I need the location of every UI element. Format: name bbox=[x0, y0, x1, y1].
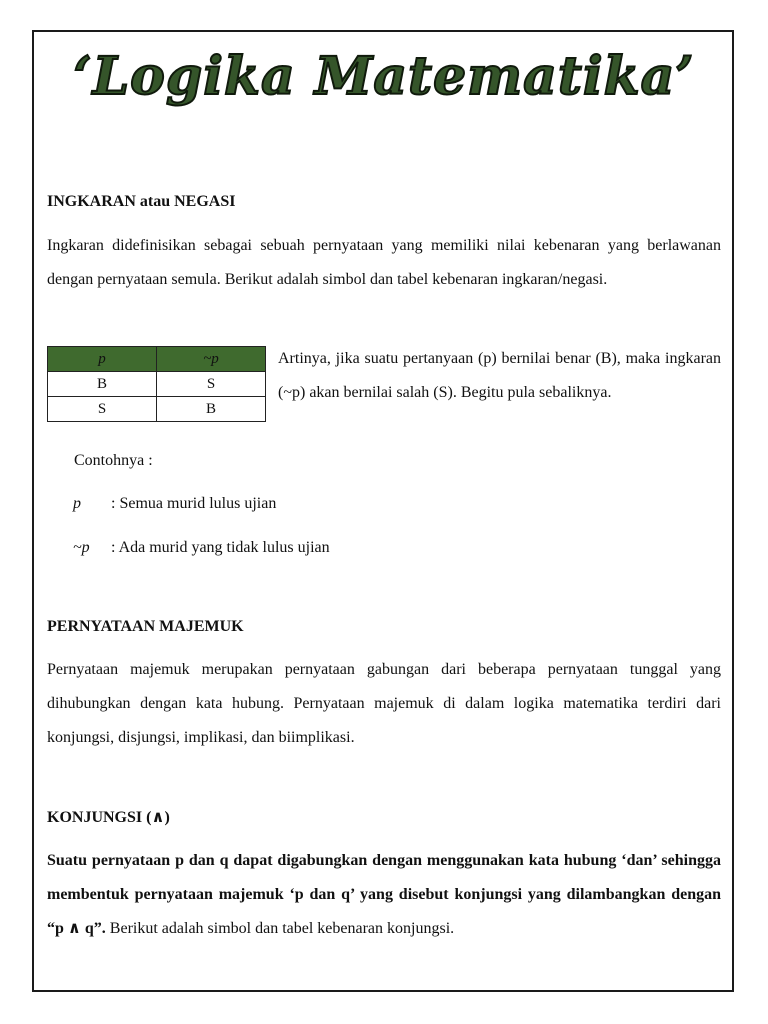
paragraph-konjungsi bbox=[47, 844, 721, 946]
paragraph-majemuk: Pernyataan majemuk merupakan pernyataan gabungan dari beberapa pernyataan tunggal yang dihubungkan dengan kata hubung. Pernyataan majemuk di dalam logika matematika terdiri dari konjungsi, disjungsi, implikasi, dan biimplikasi. bbox=[47, 661, 721, 746]
table-cell: B bbox=[157, 397, 266, 422]
table-cell: S bbox=[157, 372, 266, 397]
table-header-not-p: ~p bbox=[157, 347, 266, 372]
negasi-truth-table bbox=[47, 346, 266, 422]
example-item bbox=[73, 495, 473, 515]
heading-konjungsi: KONJUNGSI (∧) bbox=[47, 809, 170, 826]
table-header-p: p bbox=[48, 347, 157, 372]
example-text: : Ada murid yang tidak lulus ujian bbox=[111, 539, 330, 556]
heading-majemuk: PERNYATAAN MAJEMUK bbox=[47, 618, 244, 635]
paragraph-negasi: Ingkaran didefinisikan sebagai sebuah pernyataan yang memiliki nilai kebenaran yang berlawanan dengan pernyataan semula. Berikut adalah simbol dan tabel kebenaran ingkaran/negasi. bbox=[47, 237, 721, 288]
negasi-explanation: Artinya, jika suatu pertanyaan (p) bernilai benar (B), maka ingkaran (~p) akan bernilai salah (S). Begitu pula sebaliknya. bbox=[278, 350, 721, 401]
table-row bbox=[48, 372, 266, 397]
page-title: ‘Logika Matematika’ bbox=[73, 46, 695, 107]
table-cell: B bbox=[48, 372, 157, 397]
paragraph-konjungsi-bold: Suatu pernyataan p dan q dapat digabungkan dengan menggunakan kata hubung ‘dan’ sehingga membentuk pernyataan majemuk ‘p dan q’ yang disebut konjungsi yang dilambangkan dengan “p ∧ q”. bbox=[47, 852, 721, 937]
table-header-row bbox=[48, 347, 266, 372]
example-label: Contohnya : bbox=[74, 452, 153, 469]
table-row bbox=[48, 397, 266, 422]
example-symbol: ~p bbox=[73, 539, 90, 556]
heading-negasi: INGKARAN atau NEGASI bbox=[47, 193, 236, 210]
paragraph-konjungsi-normal: Berikut adalah simbol dan tabel kebenaran konjungsi. bbox=[105, 920, 455, 937]
table-cell: S bbox=[48, 397, 157, 422]
example-text: : Semua murid lulus ujian bbox=[111, 495, 277, 512]
example-symbol: p bbox=[73, 495, 81, 512]
example-item bbox=[73, 539, 473, 559]
